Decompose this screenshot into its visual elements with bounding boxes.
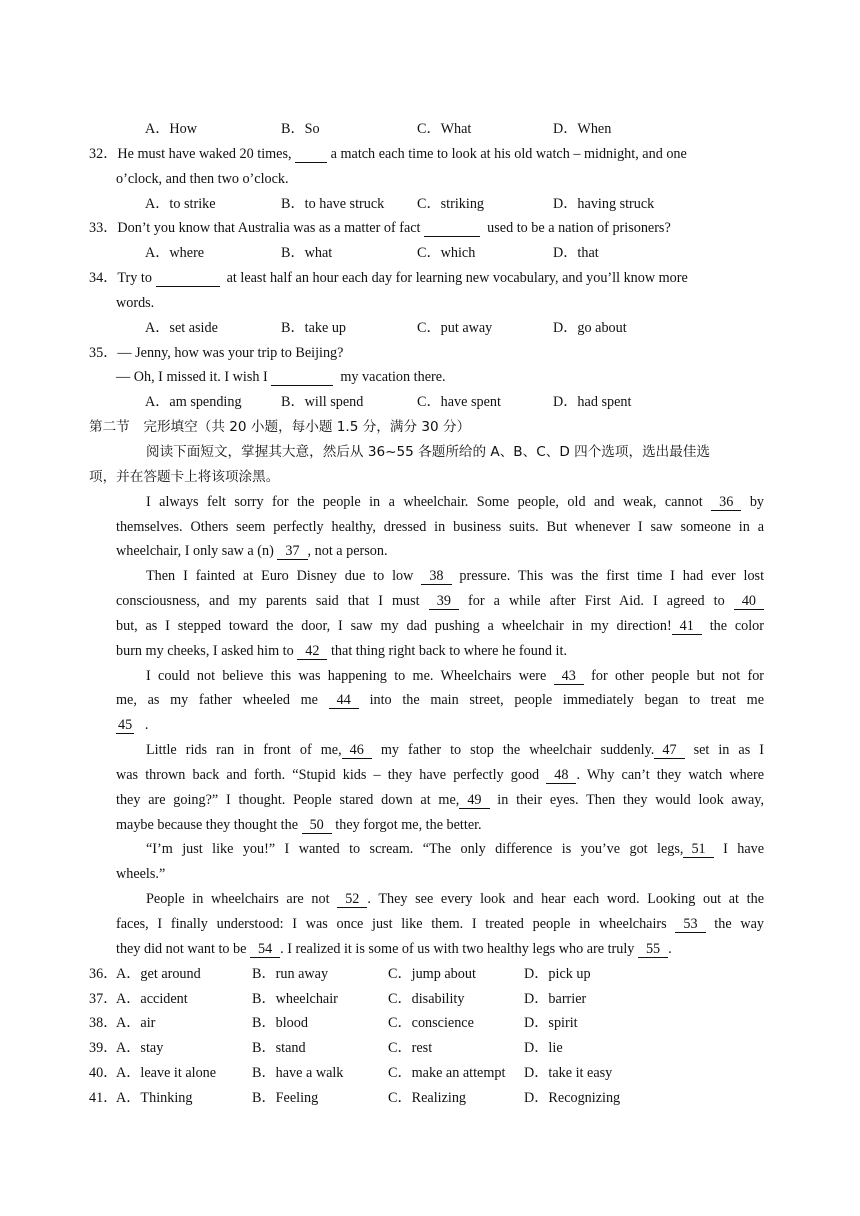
q32-stem-line2: o’clock, and then two o’clock. bbox=[116, 170, 289, 187]
option-c: C．which bbox=[417, 245, 476, 262]
q34-text-cont: at least half an hour each day for learning new vocabulary, and you’ll know more bbox=[226, 270, 688, 287]
q32-text-cont: a match each time to look at his old watch – midnight, and one bbox=[330, 145, 687, 162]
passage-text: maybe because they thought the bbox=[116, 816, 299, 833]
passage-text: People in wheelchairs are not bbox=[146, 891, 330, 908]
cloze-blank-36: 36 bbox=[711, 494, 741, 511]
passage-line bbox=[116, 614, 764, 639]
passage-text: I always felt sorry for the people in a wheelchair. Some people, old and weak, cannot bbox=[146, 493, 703, 510]
passage-line bbox=[116, 788, 764, 813]
passage-line bbox=[116, 763, 764, 788]
passage-text: Little rids ran in front of me, bbox=[146, 742, 342, 759]
passage-text: pressure. This was the first time I had ever lost bbox=[459, 568, 764, 585]
question-number: 35． bbox=[89, 344, 118, 361]
cloze-blank-43: 43 bbox=[554, 668, 584, 685]
option-b: B．take up bbox=[281, 319, 347, 336]
passage-text: by bbox=[749, 493, 764, 510]
passage-line: wheels.” bbox=[116, 866, 166, 883]
section-instruction: 阅读下面短文，掌握其大意，然后从 36~55 各题所给的 A、B、C、D 四个选项，选出最佳选 bbox=[146, 443, 711, 460]
q35-dialogue-2-cont: my vacation there. bbox=[340, 369, 446, 386]
option-a: A．stay bbox=[116, 1040, 164, 1057]
option-d: D．spirit bbox=[524, 1015, 578, 1032]
q33-text: Don’t you know that Australia was as a matter of fact bbox=[117, 220, 421, 237]
option-b: B．have a walk bbox=[252, 1065, 344, 1082]
question-number: 39． bbox=[89, 1040, 118, 1057]
option-a: A．air bbox=[116, 1015, 156, 1032]
section-instruction-cont: 项，并在答题卡上将该项涂黑。 bbox=[89, 468, 280, 485]
option-b: B．run away bbox=[252, 965, 329, 982]
section-title: 第二节 完形填空（共 20 小题，每小题 1.5 分，满分 30 分） bbox=[89, 419, 471, 436]
option-d: D．having struck bbox=[553, 195, 655, 212]
passage-line bbox=[116, 837, 764, 862]
passage-text: . bbox=[668, 940, 672, 957]
option-d: D．that bbox=[553, 245, 599, 262]
cloze-blank-50: 50 bbox=[302, 817, 332, 834]
option-c: C．jump about bbox=[388, 965, 476, 982]
passage-text: but, as I stepped toward the door, I saw my dad pushing a wheelchair in my direction! bbox=[116, 617, 672, 634]
q33-stem bbox=[89, 216, 764, 241]
option-b: B．will spend bbox=[281, 394, 364, 411]
answer-blank bbox=[271, 369, 333, 386]
passage-text: they did not want to be bbox=[116, 940, 247, 957]
option-a: A．where bbox=[145, 245, 205, 262]
passage-text: . They see every look and hear each word. Looking out at the bbox=[367, 891, 764, 908]
passage-text: faces, I finally understood: I was once just like them. I treated people in wheelchairs bbox=[116, 916, 667, 932]
option-a: A．to strike bbox=[145, 195, 216, 212]
cloze-blank-51: 51 bbox=[683, 841, 713, 858]
option-c: C．disability bbox=[388, 990, 465, 1007]
option-d: D．go about bbox=[553, 319, 627, 336]
option-b: B．So bbox=[281, 121, 320, 137]
q32-stem bbox=[89, 142, 764, 167]
passage-line bbox=[116, 490, 764, 515]
question-number: 41． bbox=[89, 1089, 118, 1106]
answer-row bbox=[89, 987, 764, 1012]
passage-text: the way bbox=[714, 916, 764, 932]
option-d: D．lie bbox=[524, 1040, 563, 1057]
option-b: B．blood bbox=[252, 1015, 308, 1032]
cloze-blank-38: 38 bbox=[421, 568, 451, 585]
q35-dialogue-2: — Oh, I missed it. I wish I bbox=[116, 369, 268, 386]
q35-dialogue-1: — Jenny, how was your trip to Beijing? bbox=[117, 344, 344, 361]
q34-stem-line2: words. bbox=[116, 294, 155, 311]
option-c: C．What bbox=[417, 121, 472, 137]
q34-stem bbox=[89, 266, 764, 291]
option-a: A．How bbox=[145, 121, 198, 137]
cloze-blank-37: 37 bbox=[277, 543, 307, 560]
passage-line bbox=[116, 912, 764, 937]
passage-text: . Why can’t they watch where bbox=[576, 766, 764, 783]
cloze-blank-48: 48 bbox=[546, 767, 576, 784]
passage-text: that thing right back to where he found it. bbox=[330, 642, 567, 659]
cloze-blank-44: 44 bbox=[329, 692, 359, 709]
passage-text: “I’m just like you!” I wanted to scream. “The only difference is you’ve got legs, bbox=[146, 841, 684, 858]
passage-text: into the main street, people immediately began to treat me bbox=[369, 692, 764, 709]
answer-row bbox=[89, 1036, 764, 1061]
q32-text: He must have waked 20 times, bbox=[117, 145, 292, 162]
option-b: B．stand bbox=[252, 1040, 306, 1057]
option-c: C．put away bbox=[417, 319, 493, 336]
question-number: 37． bbox=[89, 990, 118, 1007]
option-b: B．what bbox=[281, 245, 333, 262]
q35-stem-line2 bbox=[116, 365, 764, 390]
passage-text: Then I fainted at Euro Disney due to low bbox=[146, 568, 414, 585]
passage-text: for other people but not for bbox=[591, 667, 764, 684]
option-d: D．Recognizing bbox=[524, 1089, 621, 1106]
passage-line bbox=[116, 813, 764, 838]
option-b: B．Feeling bbox=[252, 1089, 319, 1106]
option-a: A．am spending bbox=[145, 394, 242, 411]
passage-line bbox=[116, 539, 764, 564]
answer-blank bbox=[424, 220, 480, 237]
cloze-blank-42: 42 bbox=[297, 643, 327, 660]
passage-line bbox=[116, 589, 764, 614]
option-d: D．had spent bbox=[553, 394, 632, 411]
option-b: B．to have struck bbox=[281, 195, 385, 212]
passage-text: , not a person. bbox=[307, 543, 388, 560]
cloze-blank-46: 46 bbox=[342, 742, 372, 759]
option-d: D．When bbox=[553, 121, 612, 137]
passage-line bbox=[116, 688, 764, 713]
option-a: A．get around bbox=[116, 965, 201, 982]
option-c: C．conscience bbox=[388, 1015, 474, 1032]
answer-row bbox=[89, 1086, 764, 1111]
cloze-blank-40: 40 bbox=[734, 593, 764, 610]
cloze-blank-47: 47 bbox=[654, 742, 684, 759]
cloze-blank-53: 53 bbox=[675, 916, 705, 933]
cloze-blank-41: 41 bbox=[672, 618, 702, 635]
option-a: A．set aside bbox=[145, 319, 218, 336]
option-b: B．wheelchair bbox=[252, 990, 338, 1007]
passage-text: in their eyes. Then they would look away, bbox=[497, 791, 764, 808]
cloze-blank-55: 55 bbox=[638, 941, 668, 958]
answer-row bbox=[89, 1011, 764, 1036]
passage-text: burn my cheeks, I asked him to bbox=[116, 642, 294, 659]
option-a: A．leave it alone bbox=[116, 1065, 217, 1082]
cloze-blank-39: 39 bbox=[429, 593, 459, 610]
passage-text: I could not believe this was happening to me. Wheelchairs were bbox=[146, 667, 547, 684]
q33-text-cont: used to be a nation of prisoners? bbox=[487, 220, 671, 237]
passage-text: the color bbox=[709, 617, 764, 634]
question-number: 36． bbox=[89, 965, 118, 982]
passage-text: . I realized it is some of us with two healthy legs who are truly bbox=[280, 940, 635, 957]
passage-text: consciousness, and my parents said that I must bbox=[116, 593, 420, 610]
passage-text: they are going?” I thought. People stared down at me, bbox=[116, 791, 460, 808]
passage-text: I have bbox=[723, 841, 764, 858]
option-d: D．barrier bbox=[524, 990, 587, 1007]
q32-options bbox=[116, 192, 764, 217]
passage-line bbox=[116, 887, 764, 912]
question-number: 33． bbox=[89, 220, 118, 237]
question-number: 38． bbox=[89, 1015, 118, 1032]
q34-options bbox=[116, 316, 764, 341]
passage-line bbox=[116, 937, 764, 962]
cloze-blank-49: 49 bbox=[459, 792, 489, 809]
passage-text: . bbox=[144, 717, 149, 734]
passage-line bbox=[116, 664, 764, 689]
option-c: C．rest bbox=[388, 1040, 433, 1057]
question-number: 32． bbox=[89, 145, 118, 162]
cloze-blank-52: 52 bbox=[337, 891, 367, 908]
passage-text: my father to stop the wheelchair suddenly. bbox=[380, 742, 655, 759]
passage-line bbox=[116, 639, 764, 664]
option-c: C．Realizing bbox=[388, 1089, 467, 1106]
option-a: A．Thinking bbox=[116, 1089, 193, 1106]
option-d: D．pick up bbox=[524, 965, 591, 982]
page-content bbox=[89, 117, 764, 1111]
cloze-blank-45: 45 bbox=[118, 717, 133, 734]
passage-text: set in as I bbox=[693, 742, 764, 759]
passage-line bbox=[116, 713, 764, 738]
option-c: C．make an attempt bbox=[388, 1065, 506, 1082]
passage-text: for a while after First Aid. I agreed to bbox=[468, 593, 725, 610]
answer-row bbox=[89, 1061, 764, 1086]
passage-text: wheelchair, I only saw a (n) bbox=[116, 543, 274, 560]
cloze-blank-54: 54 bbox=[250, 941, 280, 958]
answer-blank bbox=[156, 270, 220, 287]
passage-text: me, as my father wheeled me bbox=[116, 692, 318, 709]
option-a: A．accident bbox=[116, 990, 188, 1007]
option-c: C．striking bbox=[417, 195, 485, 212]
passage-line: themselves. Others seem perfectly healthy, dressed in business suits. But whenever I saw someone in a bbox=[116, 518, 764, 535]
q35-stem bbox=[89, 341, 764, 366]
q33-options bbox=[116, 241, 764, 266]
q34-text: Try to bbox=[117, 270, 152, 287]
q31-options bbox=[116, 117, 764, 142]
answer-blank bbox=[295, 146, 327, 163]
passage-text: was thrown back and forth. “Stupid kids – they have perfectly good bbox=[116, 766, 540, 783]
q35-options bbox=[116, 390, 764, 415]
option-d: D．take it easy bbox=[524, 1065, 613, 1082]
passage-line bbox=[116, 564, 764, 589]
passage-text: they forgot me, the better. bbox=[335, 816, 482, 833]
passage-line bbox=[116, 738, 764, 763]
question-number: 34． bbox=[89, 270, 118, 287]
question-number: 40． bbox=[89, 1065, 118, 1082]
option-c: C．have spent bbox=[417, 394, 501, 411]
answer-row bbox=[89, 962, 764, 987]
